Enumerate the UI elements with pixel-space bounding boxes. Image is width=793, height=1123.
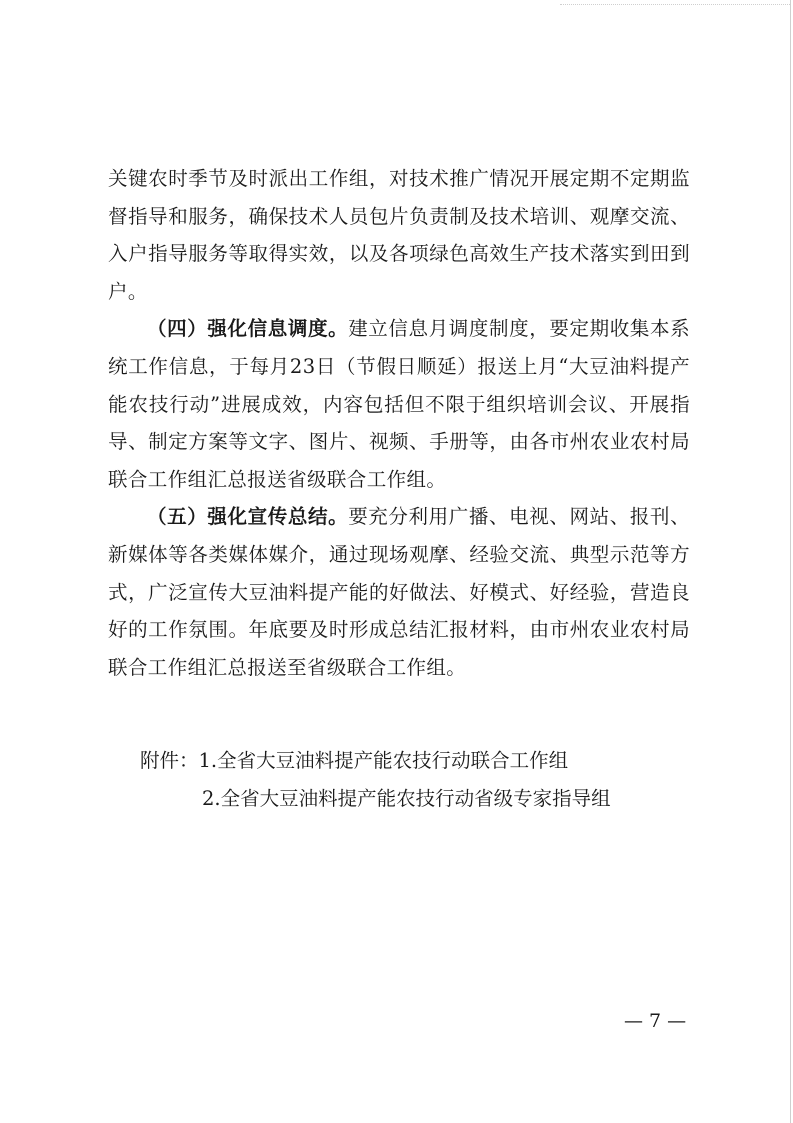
paragraph-section-5 <box>108 498 690 686</box>
attachments-block <box>140 742 611 818</box>
paragraph-continuation: 关键农时季节及时派出工作组，对技术推广情况开展定期不定期监督指导和服务，确保技术人员包片负责制及技术培训、观摩交流、入户指导服务等取得实效，以及各项绿色高效生产技术落实到田到户。 <box>108 167 690 303</box>
page-number: — 7 — <box>624 1010 687 1032</box>
section-5-heading: （五）强化宣传总结。 <box>147 505 349 529</box>
document-body <box>108 160 690 686</box>
paragraph-section-4 <box>108 310 690 498</box>
section-5-text: 要充分利用广播、电视、网站、报刊、新媒体等各类媒体媒介，通过现场观摩、经验交流、典型示范等方式，广泛宣传大豆油料提产能的好做法、好模式、好经验，营造良好的工作氛围。年底要及时形成总结汇报材料，由市州农业农村局联合工作组汇总报送至省级联合工作组。 <box>108 505 690 679</box>
attachment-row-1 <box>140 742 611 780</box>
attachment-item-2: 2.全省大豆油料提产能农技行动省级专家指导组 <box>202 787 611 810</box>
section-4-heading: （四）强化信息调度。 <box>147 317 349 341</box>
attachments-label: 附件： <box>140 749 199 772</box>
section-4-text: 建立信息月调度制度，要定期收集本系统工作信息，于每月23日（节假日顺延）报送上月“大豆油料提产能农技行动”进展成效，内容包括但不限于组织培训会议、开展指导、制定方案等文字、图片、视频、手册等，由各市州农业农村局联合工作组汇总报送省级联合工作组。 <box>108 317 690 491</box>
attachment-row-2 <box>140 780 611 818</box>
scan-edge-top <box>560 4 790 6</box>
attachment-item-1: 1.全省大豆油料提产能农技行动联合工作组 <box>198 749 569 772</box>
scan-edge-right <box>790 0 791 1123</box>
